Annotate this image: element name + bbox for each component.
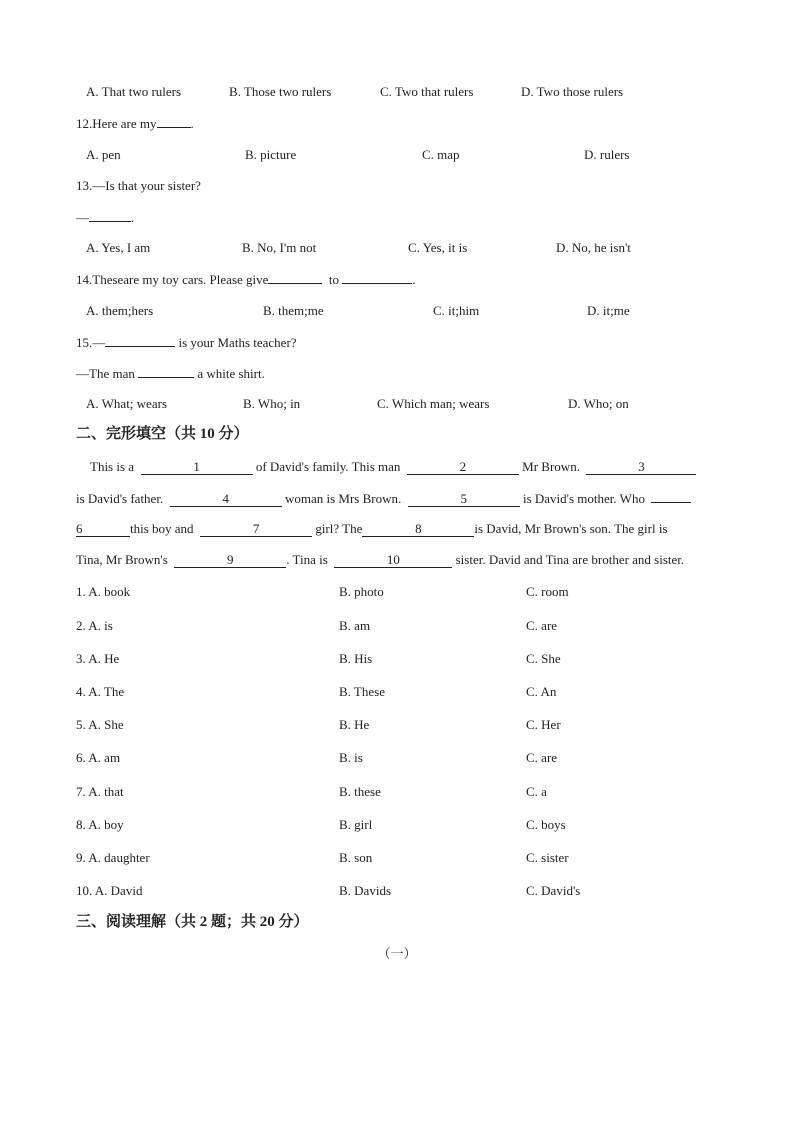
q12-option-d: D. rulers	[584, 147, 630, 162]
cloze-text: . Tina is	[286, 552, 328, 567]
q14-option-d: D. it;me	[587, 303, 630, 318]
cloze-text: Tina, Mr Brown's	[76, 552, 168, 567]
cloze-option-9a: 9. A. daughter	[76, 850, 150, 865]
q13-stem: 13.—Is that your sister?	[76, 178, 201, 193]
cloze-option-1a: 1. A. book	[76, 584, 131, 599]
cloze-blank-6-start	[651, 490, 691, 503]
cloze-text: sister. David and Tina are brother and sister.	[455, 552, 685, 567]
cloze-option-5c: C. Her	[526, 717, 561, 732]
cloze-option-8c: C. boys	[526, 817, 566, 832]
q13-option-d: D. No, he isn't	[556, 240, 631, 255]
cloze-text: girl? The	[315, 521, 363, 536]
q13-option-a: A. Yes, I am	[86, 240, 151, 255]
cloze-option-6c: C. are	[526, 750, 558, 765]
cloze-option-8a: 8. A. boy	[76, 817, 124, 832]
cloze-option-6a: 6. A. am	[76, 750, 121, 765]
cloze-blank-1: 1	[141, 459, 253, 475]
cloze-text: is David, Mr Brown's son. The girl is	[474, 521, 668, 536]
cloze-text: is David's mother. Who	[522, 491, 645, 506]
q13-answer-line	[76, 209, 134, 226]
cloze-text: is David's father.	[76, 491, 164, 506]
section-3-title: 三、阅读理解（共 2 题；共 20 分）	[76, 914, 309, 930]
q13-end: .	[131, 210, 135, 225]
cloze-blank-3: 3	[586, 459, 696, 475]
q11-option-d: D. Two those rulers	[521, 84, 624, 99]
cloze-blank-4: 4	[170, 491, 282, 507]
cloze-blank-9: 9	[174, 552, 286, 568]
cloze-text: This is a	[90, 459, 135, 474]
cloze-text: woman is Mrs Brown.	[284, 491, 402, 506]
q12-option-a: A. pen	[86, 147, 121, 162]
q14-blank-2	[342, 271, 412, 284]
q15-option-a: A. What; wears	[86, 396, 167, 411]
cloze-blank-8: 8	[362, 521, 474, 537]
cloze-option-3a: 3. A. He	[76, 651, 120, 666]
cloze-text: Mr Brown.	[522, 459, 580, 474]
cloze-line-3	[76, 521, 668, 537]
cloze-option-4b: B. These	[339, 684, 385, 699]
q14-stem-b: to	[328, 272, 340, 287]
q12-blank	[157, 115, 191, 128]
cloze-option-7c: C. a	[526, 784, 547, 799]
cloze-option-5b: B. He	[339, 717, 370, 732]
cloze-blank-10: 10	[334, 552, 452, 568]
cloze-line-2	[76, 490, 691, 507]
q12-stem-text: 12.Here are my	[76, 116, 157, 131]
cloze-text: of David's family. This man	[255, 459, 401, 474]
cloze-option-10b: B. Davids	[339, 883, 391, 898]
cloze-option-8b: B. girl	[339, 817, 373, 832]
cloze-option-3b: B. His	[339, 651, 373, 666]
q15-stem-line2	[76, 365, 265, 382]
cloze-option-6b: B. is	[339, 750, 363, 765]
cloze-line-1	[90, 459, 696, 475]
cloze-option-2b: B. am	[339, 618, 371, 633]
q15-stem-b: is your Maths teacher?	[178, 335, 297, 350]
passage-label: （一）	[377, 946, 417, 961]
q13-option-b: B. No, I'm not	[242, 240, 317, 255]
cloze-option-5a: 5. A. She	[76, 717, 124, 732]
q11-option-b: B. Those two rulers	[229, 84, 332, 99]
q15-stem-d: a white shirt.	[197, 366, 265, 381]
q14-option-b: B. them;me	[263, 303, 324, 318]
q12-option-b: B. picture	[245, 147, 297, 162]
cloze-blank-6: 6	[76, 521, 130, 537]
cloze-blank-2: 2	[407, 459, 519, 475]
q14-option-a: A. them;hers	[86, 303, 154, 318]
cloze-option-4a: 4. A. The	[76, 684, 125, 699]
q15-option-c: C. Which man; wears	[377, 396, 490, 411]
q14-blank-1	[268, 271, 322, 284]
q15-blank-2	[138, 365, 194, 378]
cloze-line-4	[76, 552, 684, 568]
cloze-blank-5: 5	[408, 491, 520, 507]
q12-stem	[76, 115, 194, 132]
q15-blank-1	[105, 334, 175, 347]
q15-option-d: D. Who; on	[568, 396, 629, 411]
q15-stem-c: —The man	[76, 366, 135, 381]
cloze-option-3c: C. She	[526, 651, 561, 666]
cloze-option-4c: C. An	[526, 684, 557, 699]
q15-stem-a: 15.—	[76, 335, 106, 350]
q13-dash: —	[76, 210, 89, 225]
cloze-blank-7: 7	[200, 521, 312, 537]
cloze-option-1b: B. photo	[339, 584, 384, 599]
q11-option-a: A. That two rulers	[86, 84, 182, 99]
cloze-option-10c: C. David's	[526, 883, 581, 898]
q13-blank	[89, 209, 131, 222]
cloze-option-7b: B. these	[339, 784, 381, 799]
q14-end: .	[412, 272, 416, 287]
q15-option-b: B. Who; in	[243, 396, 301, 411]
q14-stem	[76, 271, 416, 288]
cloze-option-1c: C. room	[526, 584, 569, 599]
q12-option-c: C. map	[422, 147, 460, 162]
cloze-option-9b: B. son	[339, 850, 373, 865]
q13-option-c: C. Yes, it is	[408, 240, 468, 255]
section-2-title: 二、完形填空（共 10 分）	[76, 426, 249, 442]
cloze-option-2a: 2. A. is	[76, 618, 113, 633]
cloze-text: this boy and	[130, 521, 194, 536]
q12-end: .	[190, 116, 194, 131]
q15-stem-line1	[76, 334, 297, 351]
cloze-option-7a: 7. A. that	[76, 784, 124, 799]
cloze-option-10a: 10. A. David	[76, 883, 143, 898]
q14-option-c: C. it;him	[433, 303, 480, 318]
cloze-option-2c: C. are	[526, 618, 558, 633]
cloze-option-9c: C. sister	[526, 850, 569, 865]
q11-option-c: C. Two that rulers	[380, 84, 474, 99]
q14-stem-a: 14.Theseare my toy cars. Please give	[76, 272, 269, 287]
